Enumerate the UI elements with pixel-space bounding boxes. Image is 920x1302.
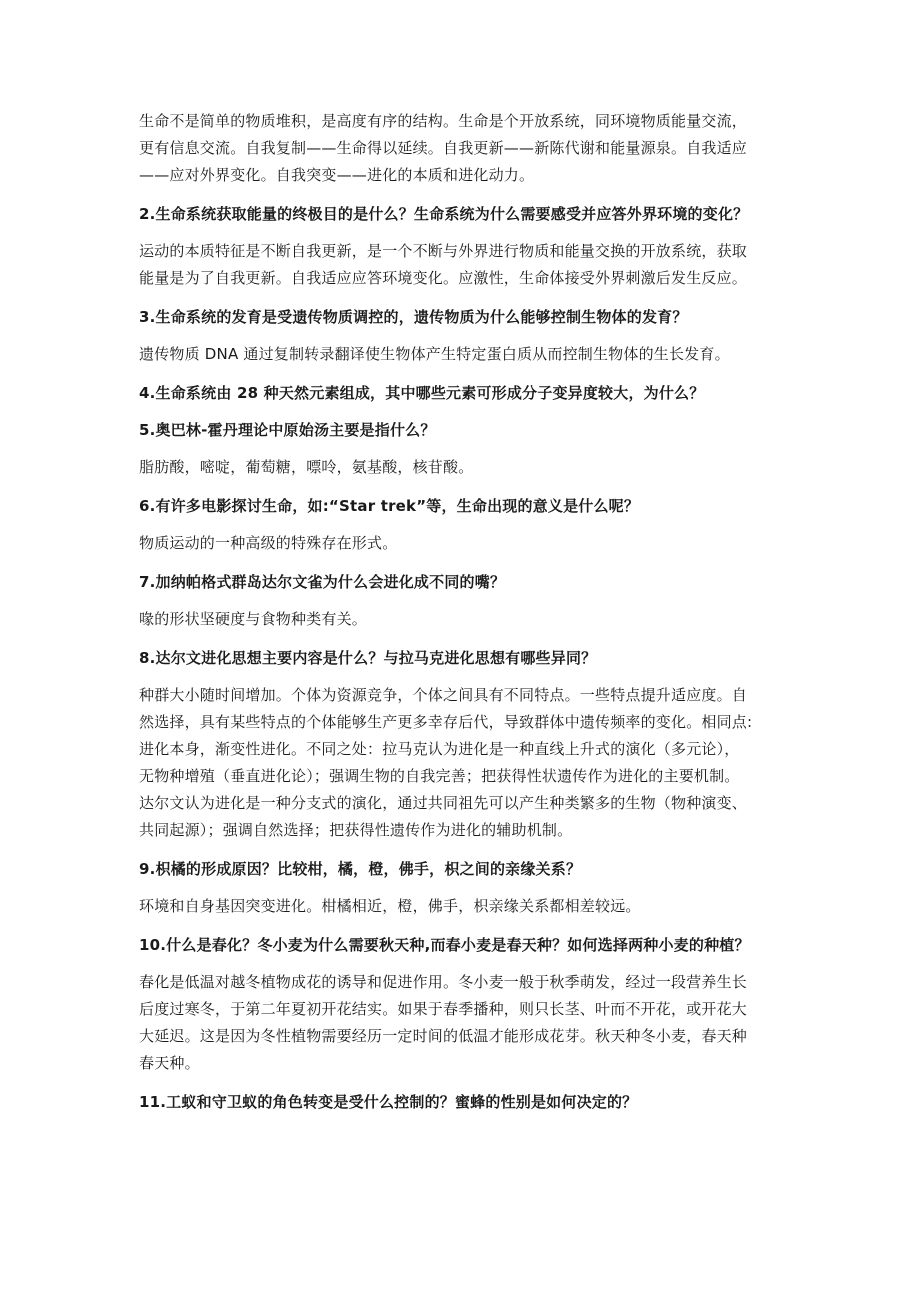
question-heading: 4.生命系统由 28 种天然元素组成，其中哪些元素可形成分子变异度较大，为什么？	[139, 384, 705, 402]
answer-paragraph: 春化是低温对越冬植物成花的诱导和促进作用。冬小麦一般于秋季萌发，经过一段营养生长 后度过寒冬，于第二年夏初开花结实。如果于春季播种，则只长茎、叶而不开花，或开花大 大延迟。这是因为冬性植物需要经历一定时间的低温才能形成花芽。秋天种冬小麦，春天种 春天种。	[139, 973, 748, 1072]
answer-paragraph: 种群大小随时间增加。个体为资源竞争，个体之间具有不同特点。一些特点提升适应度。自 然选择，具有某些特点的个体能够生产更多幸存后代，导致群体中遗传频率的变化。相同点: 进化本身，渐变性进化。不同之处：拉马克认为进化是一种直线上升式的演化（多元论）， 无物种增殖（垂直进化论）；强调生物的自我完善；把获得性状遗传作为进化的主要机制。 达尔文认为进化是一种分支式的演化，通过共同祖先可以产生种类繁多的生物（物种演变、 共同起源）；强调自然选择；把获得性遗传作为进化的辅助机制。	[139, 686, 753, 839]
answer-paragraph: 生命不是简单的物质堆积，是高度有序的结构。生命是个开放系统，同环境物质能量交流， 更有信息交流。自我复制——生命得以延续。自我更新——新陈代谢和能量源泉。自我适应 ——应对外界变化。自我突变——进化的本质和进化动力。	[139, 112, 748, 184]
question-heading: 6.有许多电影探讨生命，如:“Star trek”等，生命出现的意义是什么呢？	[139, 497, 640, 515]
question-heading: 9.枳橘的形成原因？比较柑，橘，橙，佛手，枳之间的亲缘关系？	[139, 860, 582, 878]
answer-paragraph: 环境和自身基因突变进化。柑橘相近，橙，佛手，枳亲缘关系都相差较远。	[139, 897, 641, 915]
question-heading: 8.达尔文进化思想主要内容是什么？与拉马克进化思想有哪些异同？	[139, 649, 597, 667]
answer-paragraph: 脂肪酸，嘧啶，葡萄糖，嘌呤，氨基酸，核苷酸。	[139, 458, 474, 476]
question-heading: 11.工蚁和守卫蚁的角色转变是受什么控制的？蜜蜂的性别是如何决定的？	[139, 1093, 638, 1111]
question-heading: 10.什么是春化？冬小麦为什么需要秋天种,而春小麦是春天种？如何选择两种小麦的种植？	[139, 936, 750, 954]
answer-paragraph: 运动的本质特征是不断自我更新，是一个不断与外界进行物质和能量交换的开放系统，获取 能量是为了自我更新。自我适应应答环境变化。应激性，生命体接受外界刺激后发生反应。	[139, 242, 748, 287]
question-heading: 7.加纳帕格式群岛达尔文雀为什么会进化成不同的嘴？	[139, 573, 506, 591]
answer-paragraph: 喙的形状坚硬度与食物种类有关。	[139, 610, 368, 628]
document-page	[139, 108, 799, 1126]
question-heading: 2.生命系统获取能量的终极目的是什么？生命系统为什么需要感受并应答外界环境的变化？	[139, 205, 749, 223]
answer-paragraph: 物质运动的一种高级的特殊存在形式。	[139, 534, 398, 552]
question-heading: 5.奥巴林-霍丹理论中原始汤主要是指什么？	[139, 421, 436, 439]
question-heading: 3.生命系统的发育是受遗传物质调控的，遗传物质为什么能够控制生物体的发育？	[139, 308, 688, 326]
answer-paragraph: 遗传物质 DNA 通过复制转录翻译使生物体产生特定蛋白质从而控制生物体的生长发育。	[139, 345, 730, 363]
